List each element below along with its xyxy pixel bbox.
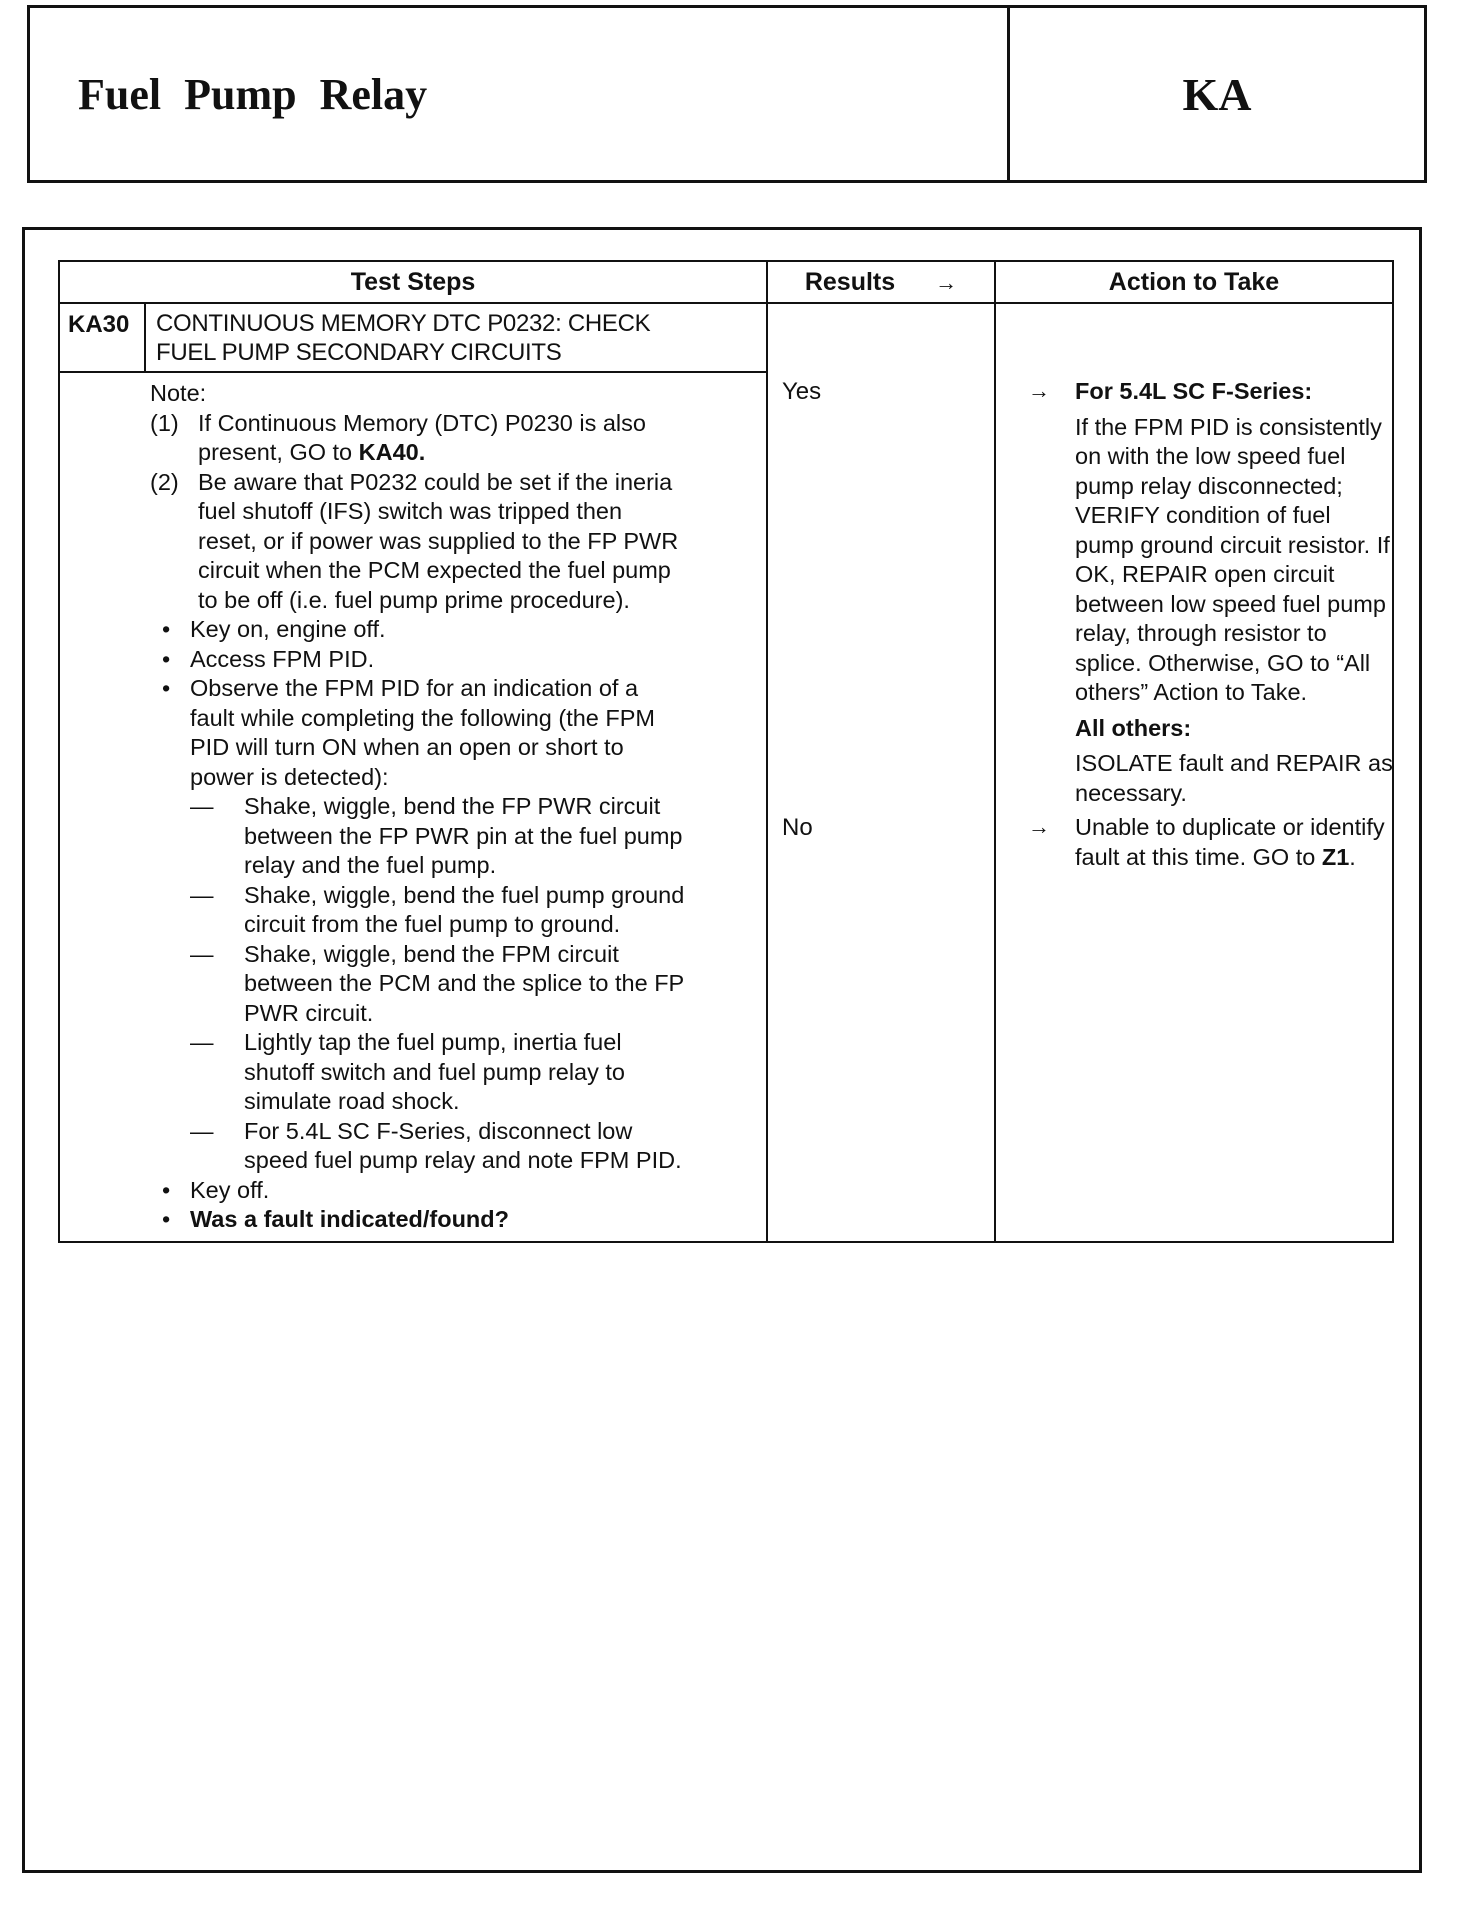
bullet-icon: • bbox=[162, 675, 171, 701]
dash-item bbox=[150, 969, 770, 999]
dash-indent bbox=[150, 1058, 244, 1088]
bullet-item bbox=[150, 674, 770, 704]
col-action bbox=[996, 262, 1392, 302]
bullet-icon: • bbox=[162, 1176, 171, 1203]
dash-icon: — bbox=[190, 881, 214, 908]
col-test-steps-label: Test Steps bbox=[350, 267, 476, 296]
page-header bbox=[27, 5, 1427, 183]
action-text: If the FPM PID is consistently on with the low speed fuel pump relay disconnected; VERIFY condition of fuel pump ground circuit resistor. If OK, REPAIR open circuit between low speed fuel pump relay, through resistor to splice. Otherwise, GO to “All others” Action to Take. bbox=[1075, 413, 1390, 705]
note-indent bbox=[150, 586, 198, 616]
action-text: ISOLATE fault and REPAIR as necessary. bbox=[1075, 750, 1393, 806]
dash-text: between the FP PWR pin at the fuel pump bbox=[244, 822, 683, 849]
note-text: circuit when the PCM expected the fuel pump bbox=[198, 557, 671, 583]
note-text bbox=[198, 438, 425, 468]
col-action-label: Action to Take bbox=[1108, 267, 1280, 296]
dash-item bbox=[150, 792, 770, 822]
note-indent bbox=[150, 438, 198, 468]
note-item bbox=[150, 497, 770, 527]
dash-text: For 5.4L SC F-Series, disconnect low bbox=[244, 1117, 633, 1144]
note-indent bbox=[150, 497, 198, 527]
note-indent bbox=[150, 527, 198, 557]
step-title-line: CONTINUOUS MEMORY DTC P0232: CHECK bbox=[156, 310, 651, 337]
note-number: (1) bbox=[150, 409, 179, 436]
dash-item bbox=[150, 1028, 770, 1058]
col-divider-2 bbox=[994, 262, 996, 1241]
action-text-part: Unable to duplicate or identify fault at this time. GO to bbox=[1075, 814, 1385, 870]
test-table bbox=[58, 260, 1394, 1243]
bullet-icon: • bbox=[162, 1206, 171, 1232]
bullet-item bbox=[150, 1176, 770, 1206]
bullet-indent bbox=[150, 704, 190, 734]
col-results-label: Results bbox=[804, 267, 896, 296]
dash-text: simulate road shock. bbox=[244, 1088, 460, 1114]
note-indent bbox=[150, 556, 198, 586]
step-title-rule bbox=[60, 371, 766, 373]
note-label: Note: bbox=[150, 380, 207, 406]
dash-indent bbox=[150, 969, 244, 999]
dash-item bbox=[150, 910, 770, 940]
bullet-text: Key on, engine off. bbox=[190, 616, 386, 642]
bullet-indent bbox=[150, 733, 190, 763]
note-item bbox=[150, 468, 770, 498]
action-heading: For 5.4L SC F-Series: bbox=[1075, 378, 1313, 404]
dash-item bbox=[150, 822, 770, 852]
bullet-item bbox=[150, 1205, 770, 1235]
dash-indent bbox=[150, 999, 244, 1029]
dash-indent bbox=[150, 822, 244, 852]
dash-text: circuit from the fuel pump to ground. bbox=[244, 911, 621, 937]
note-text: Be aware that P0232 could be set if the ineria bbox=[198, 468, 673, 495]
action-heading: All others: bbox=[1075, 714, 1192, 741]
bullet-item bbox=[150, 763, 770, 793]
bullet-text: fault while completing the following (the FPM bbox=[190, 704, 655, 731]
question-text: Was a fault indicated/found? bbox=[190, 1206, 509, 1232]
step-title bbox=[156, 309, 756, 367]
result-no: No bbox=[782, 814, 813, 841]
dash-icon: — bbox=[190, 940, 214, 967]
note-text: fuel shutoff (IFS) switch was tripped then bbox=[198, 498, 623, 524]
dash-text: Shake, wiggle, bend the fuel pump ground bbox=[244, 881, 685, 908]
bullet-item bbox=[150, 704, 770, 734]
dash-text: shutoff switch and fuel pump relay to bbox=[244, 1058, 626, 1085]
header-rule bbox=[60, 302, 1392, 304]
dash-item bbox=[150, 1117, 770, 1147]
step-reference: KA40. bbox=[358, 439, 426, 465]
action-text bbox=[1075, 813, 1393, 872]
dash-text: speed fuel pump relay and note FPM PID. bbox=[244, 1147, 682, 1173]
dash-icon: — bbox=[190, 1029, 214, 1055]
col-test-steps bbox=[60, 262, 766, 302]
action-no bbox=[1075, 813, 1393, 872]
dash-icon: — bbox=[190, 793, 214, 819]
note-text-part: present, GO to bbox=[198, 439, 359, 465]
step-id: KA30 bbox=[68, 311, 130, 338]
bullet-text: Observe the FPM PID for an indication of a bbox=[190, 675, 639, 701]
result-yes-arrow-icon: → bbox=[1028, 378, 1050, 403]
dash-item bbox=[150, 881, 770, 911]
action-text-part: . bbox=[1349, 843, 1356, 870]
results-arrow-icon: → bbox=[935, 269, 958, 295]
note-text: If Continuous Memory (DTC) P0230 is also bbox=[198, 409, 646, 436]
bullet-indent bbox=[150, 763, 190, 793]
section-code: KA bbox=[1182, 68, 1252, 120]
test-steps bbox=[150, 379, 770, 1235]
note-item bbox=[150, 527, 770, 557]
action-yes bbox=[1075, 377, 1393, 808]
note-item bbox=[150, 438, 770, 468]
title-cell bbox=[30, 8, 1010, 180]
dash-icon: — bbox=[190, 1117, 214, 1144]
step-reference: Z1 bbox=[1321, 843, 1350, 870]
dash-item bbox=[150, 851, 770, 881]
dash-indent bbox=[150, 910, 244, 940]
bullet-text: Key off. bbox=[190, 1176, 270, 1203]
bullet-text: power is detected): bbox=[190, 763, 389, 790]
bullet-text: PID will turn ON when an open or short to bbox=[190, 734, 624, 760]
col-results bbox=[768, 262, 994, 302]
note-text: reset, or if power was supplied to the FP PWR bbox=[198, 527, 679, 554]
bullet-item bbox=[150, 733, 770, 763]
dash-text: between the PCM and the splice to the FP bbox=[244, 970, 685, 996]
dash-text: PWR circuit. bbox=[244, 999, 374, 1026]
dash-item bbox=[150, 1058, 770, 1088]
dash-item bbox=[150, 999, 770, 1029]
dash-indent bbox=[150, 1087, 244, 1117]
dash-item bbox=[150, 940, 770, 970]
dash-indent bbox=[150, 851, 244, 881]
code-cell bbox=[1010, 8, 1424, 180]
dash-text: Shake, wiggle, bend the FP PWR circuit bbox=[244, 793, 661, 819]
note-number: (2) bbox=[150, 468, 179, 495]
step-id-divider bbox=[144, 302, 146, 371]
bullet-text: Access FPM PID. bbox=[190, 645, 375, 672]
note-item bbox=[150, 556, 770, 586]
bullet-icon: • bbox=[162, 645, 171, 672]
dash-text: relay and the fuel pump. bbox=[244, 852, 497, 878]
note-item bbox=[150, 409, 770, 439]
dash-indent bbox=[150, 1146, 244, 1176]
note-text: to be off (i.e. fuel pump prime procedure). bbox=[198, 586, 630, 613]
bullet-item bbox=[150, 645, 770, 675]
bullet-item bbox=[150, 615, 770, 645]
note-item bbox=[150, 586, 770, 616]
page-title: Fuel Pump Relay bbox=[78, 69, 428, 119]
result-no-arrow-icon: → bbox=[1028, 814, 1050, 839]
dash-text: Lightly tap the fuel pump, inertia fuel bbox=[244, 1029, 622, 1055]
dash-item bbox=[150, 1146, 770, 1176]
bullet-icon: • bbox=[162, 616, 171, 642]
dash-item bbox=[150, 1087, 770, 1117]
result-yes: Yes bbox=[782, 378, 822, 405]
step-title-line: FUEL PUMP SECONDARY CIRCUITS bbox=[156, 339, 562, 366]
dash-text: Shake, wiggle, bend the FPM circuit bbox=[244, 940, 619, 967]
